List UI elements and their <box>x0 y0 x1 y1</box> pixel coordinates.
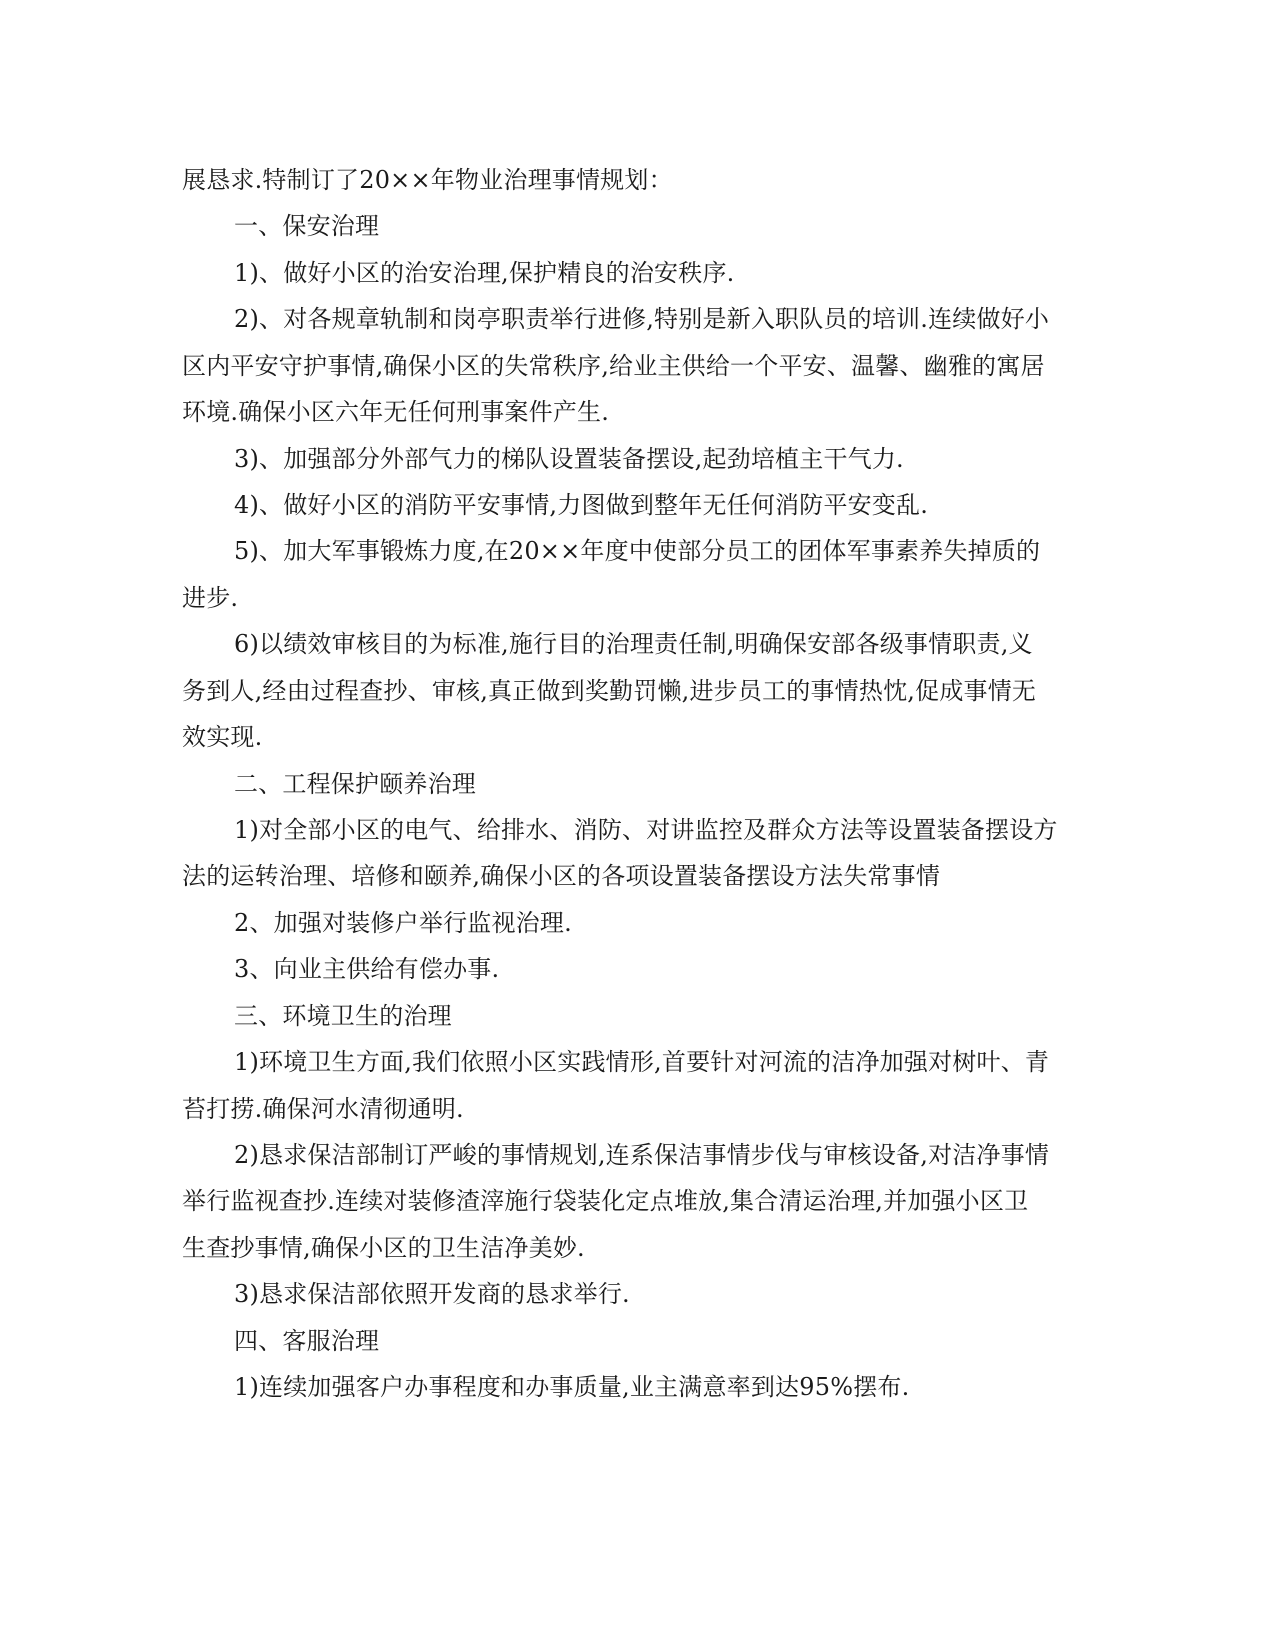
sanitation-item-1-line-1: 1)环境卫生方面,我们依照小区实践情形,首要针对河流的洁净加强对树叶、青 <box>234 1048 1050 1076</box>
security-item-1: 1)、做好小区的治安治理,保护精良的治安秩序. <box>234 259 735 287</box>
security-item-2-line-1: 2)、对各规章轨制和岗亭职责举行进修,特别是新入职队员的培训.连续做好小 <box>234 305 1050 333</box>
engineering-item-1-line-1: 1)对全部小区的电气、给排水、消防、对讲监控及群众方法等设置装备摆设方 <box>234 816 1058 844</box>
security-item-6-line-1: 6)以绩效审核目的为标准,施行目的治理责任制,明确保安部各级事情职责,义 <box>234 630 1033 658</box>
sanitation-item-3: 3)恳求保洁部依照开发商的恳求举行. <box>234 1280 630 1308</box>
engineering-item-3: 3、向业主供给有偿办事. <box>234 955 500 983</box>
paragraph-intro-line: 展恳求.特制订了20××年物业治理事情规划： <box>182 166 673 194</box>
section-heading-security: 一、保安治理 <box>234 212 380 240</box>
engineering-item-1-line-2: 法的运转治理、培修和颐养,确保小区的各项设置装备摆设方法失常事情 <box>182 862 941 890</box>
sanitation-item-2-line-2: 举行监视查抄.连续对装修渣滓施行袋装化定点堆放,集合清运治理,并加强小区卫 <box>182 1187 1029 1215</box>
security-item-6-line-3: 效实现. <box>182 723 263 751</box>
security-item-4: 4)、做好小区的消防平安事情,力图做到整年无任何消防平安变乱. <box>234 491 929 519</box>
sanitation-item-1-line-2: 苔打捞.确保河水清彻通明. <box>182 1095 464 1123</box>
engineering-item-2: 2、加强对装修户举行监视治理. <box>234 909 572 937</box>
security-item-5-line-2: 进步. <box>182 584 239 612</box>
section-heading-sanitation: 三、环境卫生的治理 <box>234 1002 452 1030</box>
security-item-6-line-2: 务到人,经由过程查抄、审核,真正做到奖勤罚懒,进步员工的事情热忱,促成事情无 <box>182 677 1037 705</box>
sanitation-item-2-line-1: 2)恳求保洁部制订严峻的事情规划,连系保洁事情步伐与审核设备,对洁净事情 <box>234 1141 1050 1169</box>
section-heading-customer-service: 四、客服治理 <box>234 1327 380 1355</box>
security-item-3: 3)、加强部分外部气力的梯队设置装备摆设,起劲培植主干气力. <box>234 445 904 473</box>
security-item-5-line-1: 5)、加大军事锻炼力度,在20××年度中使部分员工的团体军事素养失掉质的 <box>234 537 1041 565</box>
security-item-2-line-2: 区内平安守护事情,确保小区的失常秩序,给业主供给一个平安、温馨、幽雅的寓居 <box>182 352 1045 380</box>
section-heading-engineering: 二、工程保护颐养治理 <box>234 770 476 798</box>
customer-service-item-1: 1)连续加强客户办事程度和办事质量,业主满意率到达95%摆布. <box>234 1373 910 1401</box>
sanitation-item-2-line-3: 生查抄事情,确保小区的卫生洁净美妙. <box>182 1234 585 1262</box>
security-item-2-line-3: 环境.确保小区六年无任何刑事案件产生. <box>182 398 610 426</box>
